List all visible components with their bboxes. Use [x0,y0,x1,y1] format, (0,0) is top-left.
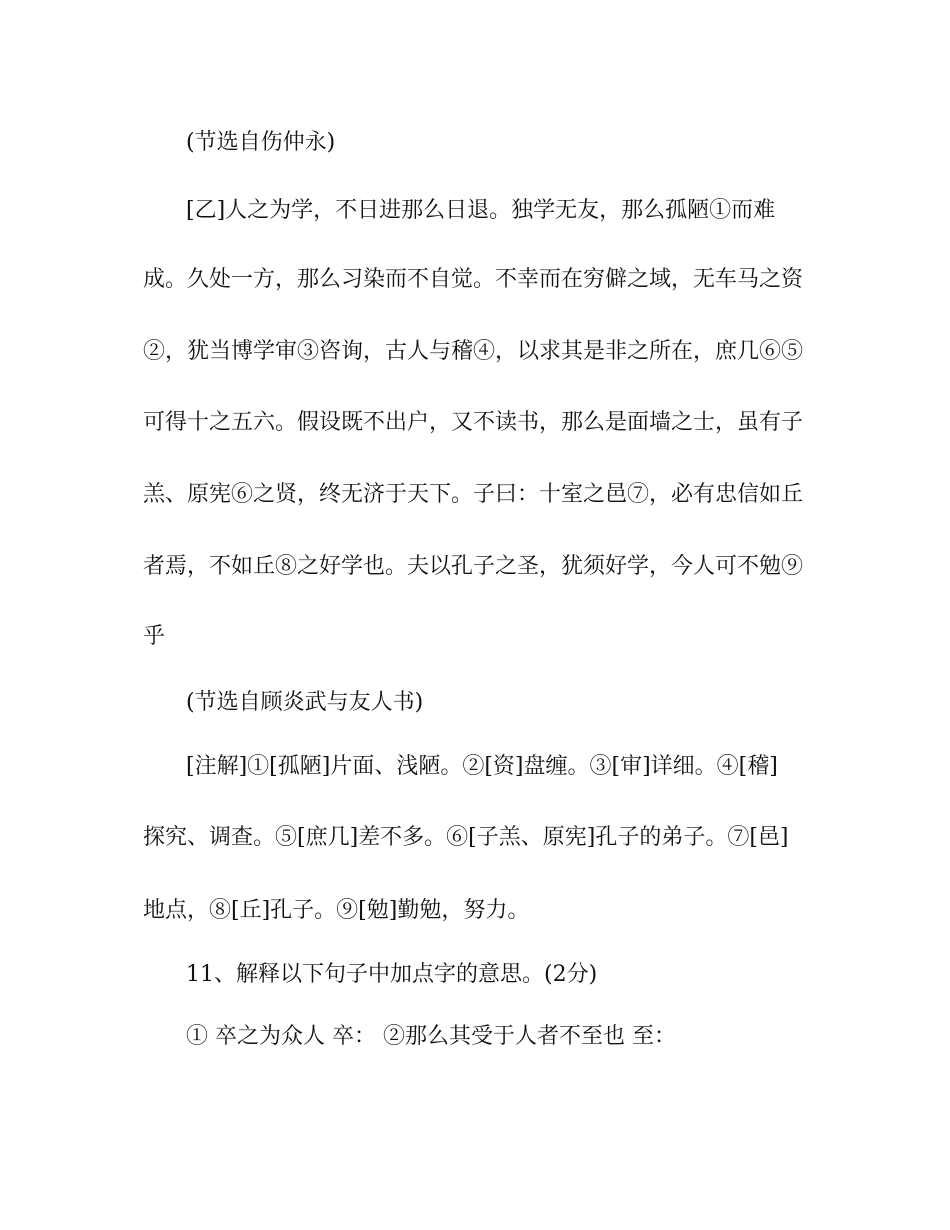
source-note-gu-yanwu: (节选自顾炎武与友人书) [186,690,424,715]
passage-b-line-1: [乙]人之为学，不日进那么日退。独学无友，那么孤陋①而难 [186,198,776,223]
source-note-shangzhongyong: (节选自伤仲永) [186,130,336,155]
annotation-line-3: 地点，⑧[丘]孔子。⑨[勉]勤勉，努力。 [143,898,530,923]
passage-b-line-3: ②，犹当博学审③咨询，古人与稽④，以求其是非之所在，庶几⑥⑤ [143,339,804,364]
passage-b-line-7: 乎 [143,624,166,649]
passage-b-line-4: 可得十之五六。假设既不出户，又不读书，那么是面墙之士，虽有子 [143,410,804,435]
annotation-line-2: 探究、调查。⑤[庶几]差不多。⑥[子羔、原宪]孔子的弟子。⑦[邑] [143,825,789,850]
passage-b-line-5: 羔、原宪⑥之贤，终无济于天下。子曰：十室之邑⑦，必有忠信如丘 [143,482,804,507]
annotation-line-1: [注解]①[孤陋]片面、浅陋。②[资]盘缠。③[审]详细。④[稽] [186,754,778,779]
question-11-items: ① 卒之为众人 卒： ②那么其受于人者不至也 至： [186,1024,676,1049]
passage-b-line-2: 成。久处一方，那么习染而不自觉。不幸而在穷僻之域，无车马之资 [143,267,804,292]
question-11-prompt: 11、解释以下句子中加点字的意思。(2分) [186,962,598,987]
passage-b-line-6: 者焉，不如丘⑧之好学也。夫以孔子之圣，犹须好学，今人可不勉⑨ [143,554,804,579]
